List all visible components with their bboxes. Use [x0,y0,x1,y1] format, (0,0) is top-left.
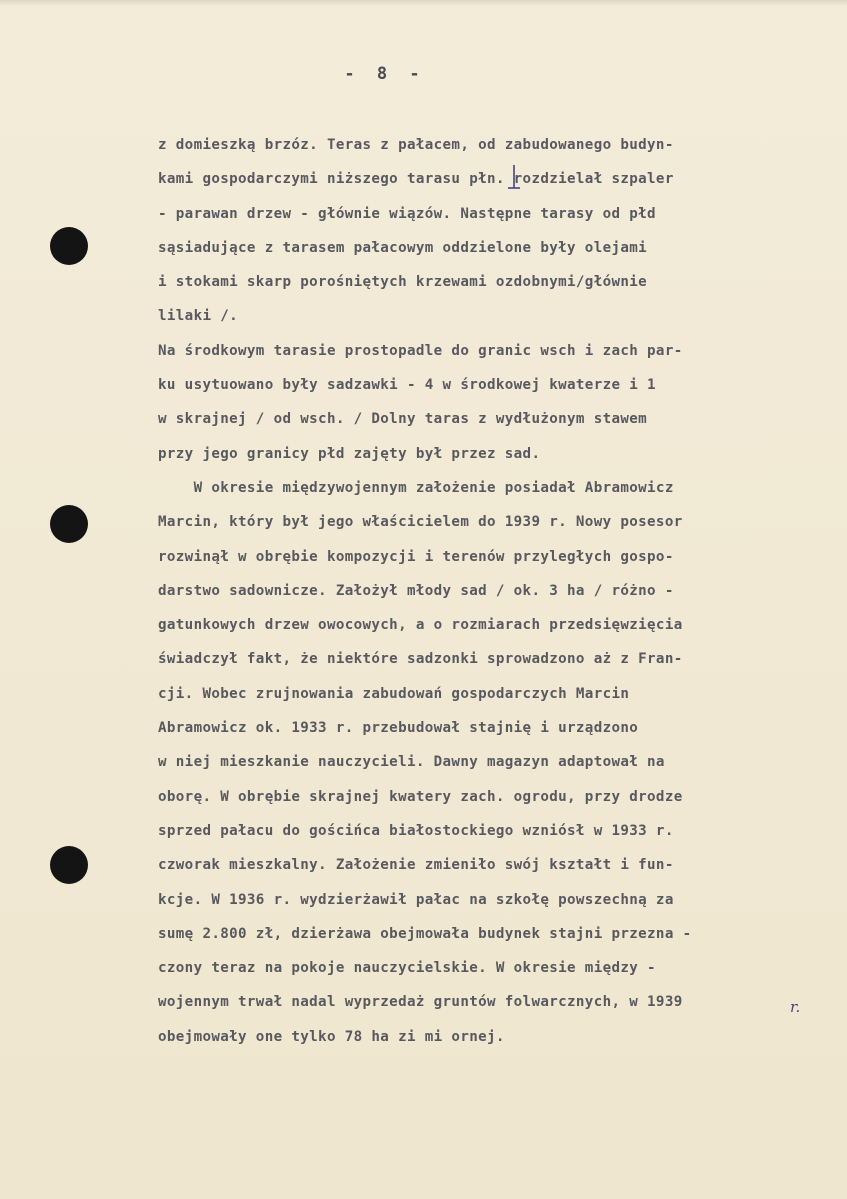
typewritten-text [158,128,801,1054]
text-line: gatunkowych drzew owocowych, a o rozmiarach przedsięwzięcia [158,617,683,634]
text-line: rozwinął w obrębie kompozycji i terenów przyległych gospo- [158,548,674,565]
text-line: kcje. W 1936 r. wydzierżawił pałac na szkołę powszechną za [158,891,674,908]
text-line: oborę. W obrębie skrajnej kwatery zach. ogrodu, przy drodze [158,788,683,805]
text-line: lilaki /. [158,308,239,325]
punch-hole [50,846,88,884]
text-line: sumę 2.800 zł, dzierżawa obejmowała budynek stajni przezna - [158,925,692,942]
text-line: w niej mieszkanie nauczycieli. Dawny magazyn adaptował na [158,754,665,771]
text-line: i stokami skarp porośniętych krzewami ozdobnymi/głównie [158,274,648,291]
text-line: Marcin, który był jego właścicielem do 1939 r. Nowy posesor [158,514,683,531]
text-line: w skrajnej / od wsch. / Dolny taras z wydłużonym stawem [158,411,648,428]
text-line: Na środkowym tarasie prostopadle do granic wsch i zach par- [158,342,683,359]
text-line: czony teraz na pokoje nauczycielskie. W okresie między - [158,960,656,977]
punch-hole [50,227,88,265]
text-line: wojennym trwał nadal wyprzedaż gruntów folwarcznych, w 1939 [158,994,683,1011]
punch-hole [50,505,88,543]
text-line: W okresie międzywojennym założenie posiadał Abramowicz [158,479,674,496]
text-line: obejmowały one tylko 78 ha zi mi ornej. [158,1028,505,1045]
text-line: sąsiadujące z tarasem pałacowym oddzielone były olejami [158,239,648,256]
text-line: Abramowicz ok. 1933 r. przebudował stajnię i urządzono [158,720,639,737]
text-line: czworak mieszkalny. Założenie zmieniło swój kształt i fun- [158,857,674,874]
text-line: kami gospodarczymi niższego tarasu płn. rozdzielał szpaler [158,171,674,188]
handwritten-annotation: r. [790,998,801,1016]
page-top-edge [0,0,847,6]
text-line: darstwo sadownicze. Założył młody sad / ok. 3 ha / różno - [158,582,674,599]
text-line: ku usytuowano były sadzawki - 4 w środkowej kwaterze i 1 [158,377,656,394]
text-line: - parawan drzew - głównie wiązów. Następne tarasy od płd [158,205,656,222]
text-line: z domieszką brzóz. Teras z pałacem, od zabudowanego budyn- [158,137,674,153]
text-line: świadczył fakt, że niektóre sadzonki sprowadzono aż z Fran- [158,651,683,668]
text-line: cji. Wobec zrujnowania zabudowań gospodarczych Marcin [158,685,630,702]
text-line: przy jego granicy płd zajęty był przez sad. [158,445,541,462]
text-line: sprzed pałacu do gościńca białostockiego wzniósł w 1933 r. [158,822,674,839]
page-number: - 8 - [344,64,426,84]
